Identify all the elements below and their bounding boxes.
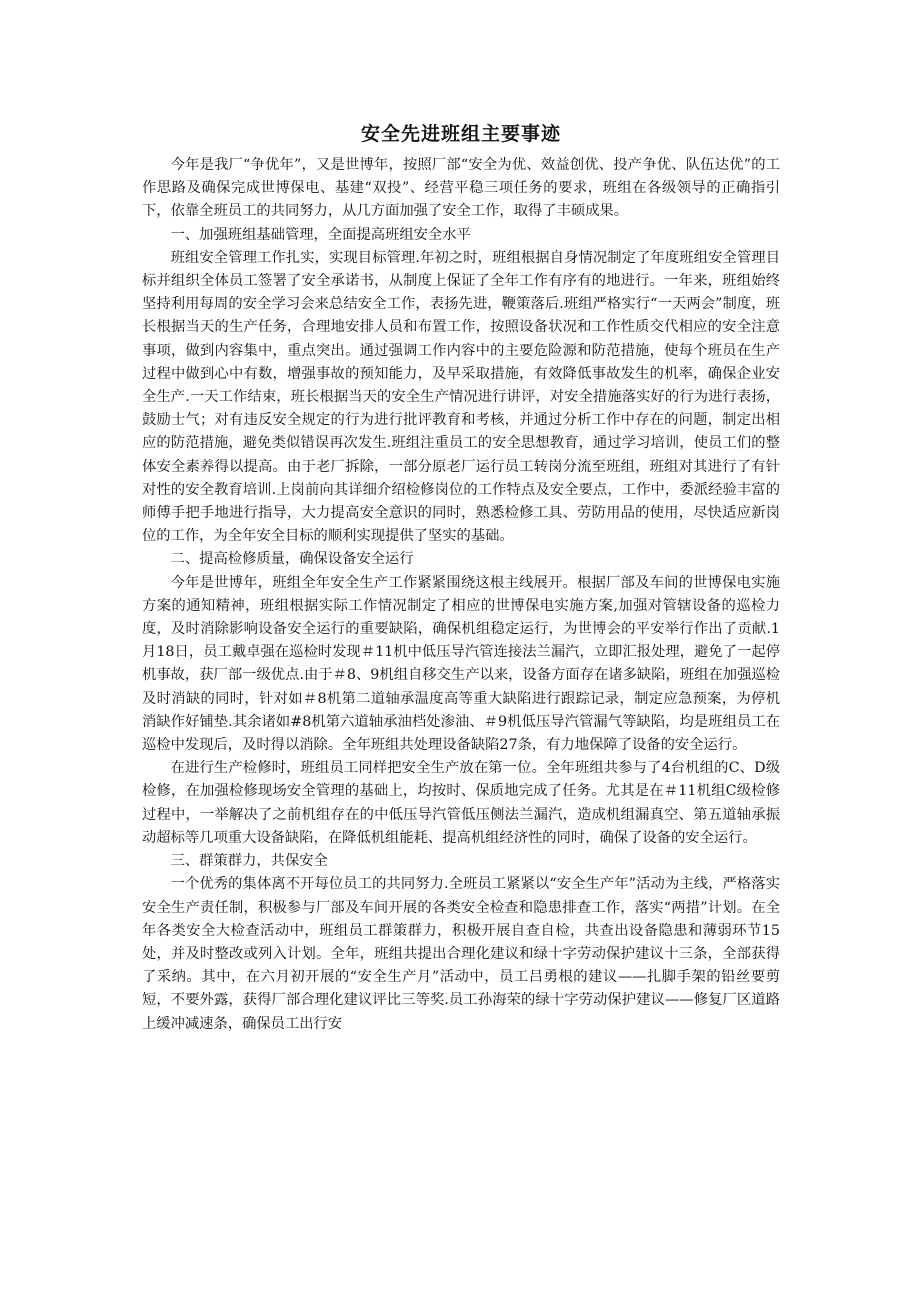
section-heading-2: 二、提高检修质量，确保设备安全运行 <box>170 551 414 568</box>
document-title: 安全先进班组主要事迹 <box>360 123 561 145</box>
paragraph-section-2b: 在进行生产检修时，班组员工同样把安全生产放在第一位。全年班组共参与了4台机组的C、D级检修，在加强检修现场安全管理的基础上，均按时、保质地完成了任务。尤其是在＃11机组C级检修过程中，一举解决了之前机组存在的中低压导汽管低压侧法兰漏汽，造成机组漏真空、第五道轴承振动超标等几项重大设备缺陷，在降低机组能耗、提高机组经济性的同时，确保了设备的安全运行。 <box>142 760 780 846</box>
paragraph-section-3: 一个优秀的集体离不开每位员工的共同努力.全班员工紧紧以“安全生产年”活动为主线，严格落实安全生产责任制，积极参与厂部及车间开展的各类安全检查和隐患排查工作，落实“两措”计划。在全年各类安全大检查活动中，班组员工群策群力，积极开展自查自检，共查出设备隐患和薄弱环节15处，并及时整改或列入计划。全年，班组共提出合理化建议和绿十字劳动保护建议十三条，全部获得了采纳。其中，在六月初开展的“安全生产月”活动中，员工吕勇根的建议——扎脚手架的铅丝要剪短，不要外露，获得厂部合理化建议评比三等奖.员工孙海荣的绿十字劳动保护建议——修复厂区道路上缓冲减速条，确保员工出行安 <box>142 876 780 1032</box>
section-heading-3: 三、群策群力，共保安全 <box>170 853 328 870</box>
document-page <box>142 118 780 1036</box>
section-heading-1: 一、加强班组基础管理，全面提高班组安全水平 <box>170 226 471 243</box>
paragraph-section-2a: 今年是世博年，班组全年安全生产工作紧紧围绕这根主线展开。根据厂部及车间的世博保电实施方案的通知精神，班组根据实际工作情况制定了相应的世博保电实施方案,加强对管辖设备的巡检力度，及时消除影响设备安全运行的重要缺陷，确保机组稳定运行，为世博会的平安举行作出了贡献.1月18日，员工戴卓强在巡检时发现＃11机中低压导汽管连接法兰漏汽，立即汇报处理，避免了一起停机事故，获厂部一级优点.由于＃8、9机组自移交生产以来，设备方面存在诸多缺陷，班组在加强巡检及时消缺的同时，针对如＃8机第二道轴承温度高等重大缺陷进行跟踪记录，制定应急预案，为停机消缺作好铺垫.其余诸如#8机第六道轴承油档处渗油、＃9机低压导汽管漏气等缺陷，均是班组员工在巡检中发现后，及时得以消除。全年班组共处理设备缺陷27条，有力地保障了设备的安全运行。 <box>142 574 780 754</box>
paragraph-section-1: 班组安全管理工作扎实，实现目标管理.年初之时，班组根据自身情况制定了年度班组安全管理目标并组织全体员工签署了安全承诺书，从制度上保证了全年工作有序有的地进行。一年来，班组始终坚持利用每周的安全学习会来总结安全工作，表扬先进，鞭策落后.班组严格实行“一天两会”制度，班长根据当天的生产任务，合理地安排人员和布置工作，按照设备状况和工作性质交代相应的安全注意事项，做到内容集中，重点突出。通过强调工作内容中的主要危险源和防范措施，使每个班员在生产过程中做到心中有数，增强事故的预知能力，及早采取措施，有效降低事故发生的机率，确保企业安全生产.一天工作结束，班长根据当天的安全生产情况进行讲评，对安全措施落实好的行为进行表扬，鼓励士气；对有违反安全规定的行为进行批评教育和考核，并通过分析工作中存在的问题，制定出相应的防范措施，避免类似错误再次发生.班组注重员工的安全思想教育，通过学习培训，使员工们的整体安全素养得以提高。由于老厂拆除，一部分原老厂运行员工转岗分流至班组，班组对其进行了有针对性的安全教育培训.上岗前向其详细介绍检修岗位的工作特点及安全要点，工作中，委派经验丰富的师傅手把手地进行指导，大力提高安全意识的同时，熟悉检修工具、劳防用品的使用，尽快适应新岗位的工作，为全年安全目标的顺利实现提供了坚实的基础。 <box>142 249 780 545</box>
paragraph-intro: 今年是我厂“争优年”，又是世博年，按照厂部“安全为优、效益创优、投产争优、队伍达优”的工作思路及确保完成世博保电、基建“双投”、经营平稳三项任务的要求，班组在各级领导的正确指引下，依靠全班员工的共同努力，从几方面加强了安全工作，取得了丰硕成果。 <box>142 157 780 220</box>
